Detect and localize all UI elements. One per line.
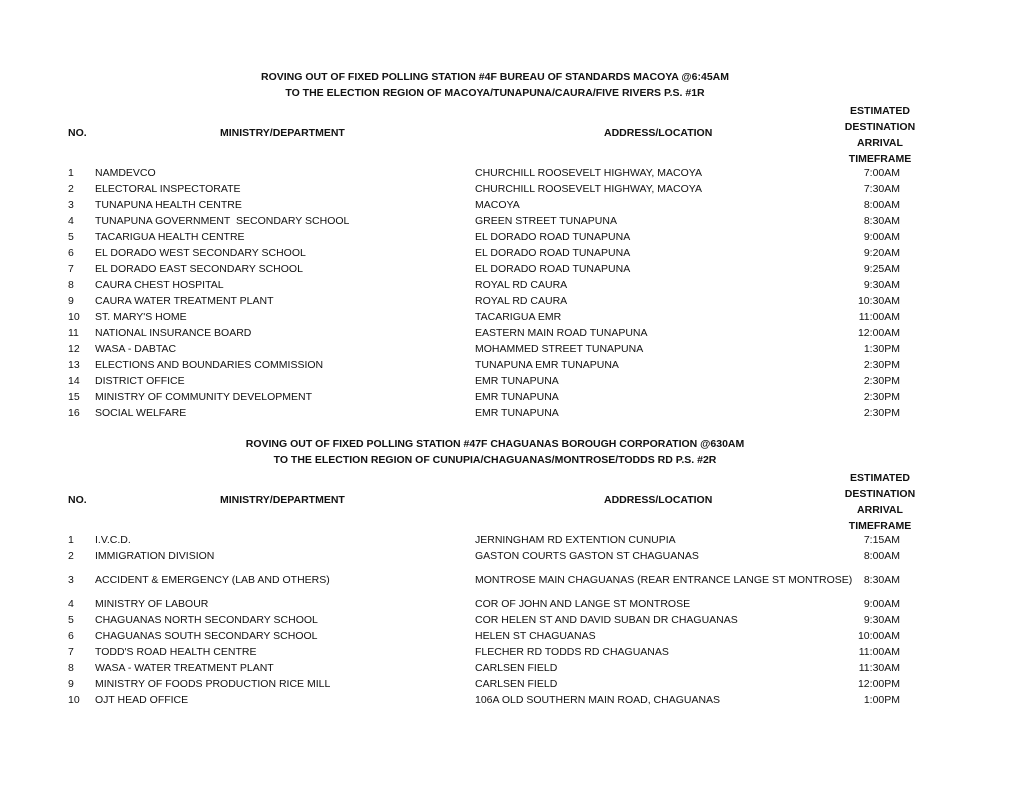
- row-ministry: TODD'S ROAD HEALTH CENTRE: [95, 646, 257, 658]
- row-no: 7: [68, 646, 74, 658]
- table-row: [0, 327, 1024, 343]
- section2-header-address: ADDRESS/LOCATION: [604, 494, 713, 506]
- section1-header-time-line: ARRIVAL: [857, 137, 903, 149]
- row-no: 1: [68, 534, 74, 546]
- row-ministry: NAMDEVCO: [95, 167, 156, 179]
- row-time: 9:30AM: [863, 614, 900, 626]
- table-row: [0, 375, 1024, 391]
- table-row: [0, 215, 1024, 231]
- row-ministry: ELECTIONS AND BOUNDARIES COMMISSION: [95, 359, 324, 371]
- section1-header-address: ADDRESS/LOCATION: [604, 127, 713, 139]
- row-ministry: CHAGUANAS SOUTH SECONDARY SCHOOL: [95, 630, 318, 642]
- section2-header-time-line: ESTIMATED: [850, 472, 910, 484]
- table-row: [0, 295, 1024, 311]
- row-time: 11:00AM: [858, 646, 900, 658]
- row-address: EMR TUNAPUNA: [475, 407, 559, 419]
- row-address: ROYAL RD CAURA: [475, 279, 568, 291]
- table-row: [0, 646, 1024, 662]
- table-row: [0, 662, 1024, 678]
- row-ministry: EL DORADO WEST SECONDARY SCHOOL: [95, 247, 306, 259]
- table-row: [0, 279, 1024, 295]
- row-address: CARLSEN FIELD: [475, 662, 558, 674]
- row-ministry: MINISTRY OF LABOUR: [95, 598, 209, 610]
- row-ministry: WASA - DABTAC: [95, 343, 177, 355]
- table-row: [0, 391, 1024, 407]
- row-time: 2:30PM: [863, 359, 900, 371]
- row-address: JERNINGHAM RD EXTENTION CUNUPIA: [475, 534, 676, 546]
- row-time: 9:00AM: [863, 598, 900, 610]
- row-no: 2: [68, 183, 74, 195]
- row-no: 10: [68, 311, 80, 323]
- row-time: 12:00AM: [857, 327, 900, 339]
- row-address: EMR TUNAPUNA: [475, 391, 559, 403]
- row-no: 6: [68, 630, 74, 642]
- row-ministry: ST. MARY'S HOME: [95, 311, 187, 323]
- row-time: 2:30PM: [863, 375, 900, 387]
- row-address: TUNAPUNA EMR TUNAPUNA: [475, 359, 619, 371]
- row-ministry: IMMIGRATION DIVISION: [95, 550, 215, 562]
- row-ministry: I.V.C.D.: [95, 534, 131, 546]
- row-no: 4: [68, 598, 74, 610]
- row-time: 8:00AM: [863, 550, 900, 562]
- row-time: 10:00AM: [857, 630, 900, 642]
- row-address: FLECHER RD TODDS RD CHAGUANAS: [475, 646, 669, 658]
- row-time: 7:00AM: [863, 167, 900, 179]
- row-no: 7: [68, 263, 74, 275]
- row-address: EMR TUNAPUNA: [475, 375, 559, 387]
- row-no: 11: [68, 327, 79, 339]
- section1-header-no: NO.: [68, 127, 87, 139]
- section1-header-time-line: DESTINATION: [844, 121, 916, 133]
- row-ministry: ACCIDENT & EMERGENCY (LAB AND OTHERS): [95, 574, 330, 586]
- row-time: 11:00AM: [858, 311, 900, 323]
- section1-header-time-line: TIMEFRAME: [848, 153, 912, 165]
- row-no: 10: [68, 694, 80, 706]
- row-ministry: DISTRICT OFFICE: [95, 375, 185, 387]
- row-no: 15: [68, 391, 80, 403]
- table-row: [0, 359, 1024, 375]
- section1-title-line2: TO THE ELECTION REGION OF MACOYA/TUNAPUNA/CAURA/FIVE RIVERS P.S. #1R: [285, 87, 705, 99]
- table-row: [0, 598, 1024, 614]
- row-no: 14: [68, 375, 80, 387]
- section1-header-ministry: MINISTRY/DEPARTMENT: [220, 127, 345, 139]
- row-time: 8:00AM: [863, 199, 900, 211]
- table-row: [0, 407, 1024, 423]
- row-ministry: WASA - WATER TREATMENT PLANT: [95, 662, 274, 674]
- row-ministry: EL DORADO EAST SECONDARY SCHOOL: [95, 263, 303, 275]
- table-row: [0, 534, 1024, 550]
- table-row: [0, 343, 1024, 359]
- table-row: [0, 167, 1024, 183]
- row-address: GASTON COURTS GASTON ST CHAGUANAS: [475, 550, 699, 562]
- row-address: MONTROSE MAIN CHAGUANAS (REAR ENTRANCE LANGE ST MONTROSE): [475, 574, 853, 586]
- table-row: [0, 550, 1024, 566]
- table-row: [0, 694, 1024, 710]
- row-address: CARLSEN FIELD: [475, 678, 558, 690]
- row-no: 5: [68, 614, 74, 626]
- row-ministry: CAURA WATER TREATMENT PLANT: [95, 295, 274, 307]
- row-ministry: CHAGUANAS NORTH SECONDARY SCHOOL: [95, 614, 318, 626]
- section1-header-time-line: ESTIMATED: [850, 105, 910, 117]
- row-address: EASTERN MAIN ROAD TUNAPUNA: [475, 327, 648, 339]
- row-address: CHURCHILL ROOSEVELT HIGHWAY, MACOYA: [475, 167, 702, 179]
- row-address: MOHAMMED STREET TUNAPUNA: [475, 343, 644, 355]
- row-ministry: CAURA CHEST HOSPITAL: [95, 279, 224, 291]
- row-address: GREEN STREET TUNAPUNA: [475, 215, 617, 227]
- row-address: EL DORADO ROAD TUNAPUNA: [475, 263, 631, 275]
- row-no: 6: [68, 247, 74, 259]
- section2-header-time-line: ARRIVAL: [857, 504, 903, 516]
- row-ministry: TACARIGUA HEALTH CENTRE: [95, 231, 245, 243]
- table-row: [0, 678, 1024, 694]
- row-time: 8:30AM: [863, 215, 900, 227]
- row-address: COR OF JOHN AND LANGE ST MONTROSE: [475, 598, 691, 610]
- section2-header-time-line: TIMEFRAME: [848, 520, 912, 532]
- row-time: 7:15AM: [863, 534, 900, 546]
- row-ministry: SOCIAL WELFARE: [95, 407, 187, 419]
- section1-header-time: [830, 103, 930, 167]
- row-address: EL DORADO ROAD TUNAPUNA: [475, 231, 631, 243]
- section2-title-line2: TO THE ELECTION REGION OF CUNUPIA/CHAGUANAS/MONTROSE/TODDS RD P.S. #2R: [273, 454, 717, 466]
- section2-header-time: [830, 470, 930, 534]
- row-ministry: NATIONAL INSURANCE BOARD: [95, 327, 252, 339]
- row-no: 5: [68, 231, 74, 243]
- row-no: 1: [68, 167, 74, 179]
- table-row: [0, 574, 1024, 590]
- row-ministry: MINISTRY OF COMMUNITY DEVELOPMENT: [95, 391, 313, 403]
- row-time: 2:30PM: [863, 391, 900, 403]
- section2-header-ministry: MINISTRY/DEPARTMENT: [220, 494, 345, 506]
- row-ministry: ELECTORAL INSPECTORATE: [95, 183, 241, 195]
- row-address: HELEN ST CHAGUANAS: [475, 630, 596, 642]
- table-row: [0, 199, 1024, 215]
- row-address: 106A OLD SOUTHERN MAIN ROAD, CHAGUANAS: [475, 694, 721, 706]
- row-address: TACARIGUA EMR: [475, 311, 562, 323]
- table-row: [0, 183, 1024, 199]
- row-no: 4: [68, 215, 74, 227]
- row-address: MACOYA: [475, 199, 520, 211]
- row-time: 7:30AM: [863, 183, 900, 195]
- row-no: 2: [68, 550, 74, 562]
- row-no: 13: [68, 359, 80, 371]
- row-address: EL DORADO ROAD TUNAPUNA: [475, 247, 631, 259]
- table-row: [0, 263, 1024, 279]
- row-no: 9: [68, 295, 74, 307]
- row-time: 9:30AM: [863, 279, 900, 291]
- section2-header-no: NO.: [68, 494, 87, 506]
- row-time: 2:30PM: [863, 407, 900, 419]
- row-time: 1:00PM: [863, 694, 900, 706]
- table-row: [0, 614, 1024, 630]
- section1-title-line1: ROVING OUT OF FIXED POLLING STATION #4F BUREAU OF STANDARDS MACOYA @6:45AM: [261, 71, 729, 83]
- row-no: 8: [68, 662, 74, 674]
- row-no: 8: [68, 279, 74, 291]
- row-no: 12: [68, 343, 80, 355]
- table-row: [0, 231, 1024, 247]
- row-no: 3: [68, 574, 74, 586]
- row-address: CHURCHILL ROOSEVELT HIGHWAY, MACOYA: [475, 183, 702, 195]
- table-row: [0, 630, 1024, 646]
- row-time: 9:20AM: [863, 247, 900, 259]
- section2-header-time-line: DESTINATION: [844, 488, 916, 500]
- row-time: 12:00PM: [857, 678, 900, 690]
- row-time: 9:00AM: [863, 231, 900, 243]
- section2-title-line1: ROVING OUT OF FIXED POLLING STATION #47F CHAGUANAS BOROUGH CORPORATION @630AM: [245, 438, 745, 450]
- row-time: 10:30AM: [857, 295, 900, 307]
- row-ministry: TUNAPUNA GOVERNMENT SECONDARY SCHOOL: [95, 215, 350, 227]
- table-row: [0, 247, 1024, 263]
- row-no: 9: [68, 678, 74, 690]
- row-time: 1:30PM: [863, 343, 900, 355]
- row-time: 8:30AM: [863, 574, 900, 586]
- row-time: 9:25AM: [863, 263, 900, 275]
- row-ministry: MINISTRY OF FOODS PRODUCTION RICE MILL: [95, 678, 331, 690]
- row-no: 16: [68, 407, 80, 419]
- row-ministry: TUNAPUNA HEALTH CENTRE: [95, 199, 242, 211]
- table-row: [0, 311, 1024, 327]
- row-address: ROYAL RD CAURA: [475, 295, 568, 307]
- row-ministry: OJT HEAD OFFICE: [95, 694, 189, 706]
- row-address: COR HELEN ST AND DAVID SUBAN DR CHAGUANAS: [475, 614, 738, 626]
- row-no: 3: [68, 199, 74, 211]
- row-time: 11:30AM: [858, 662, 900, 674]
